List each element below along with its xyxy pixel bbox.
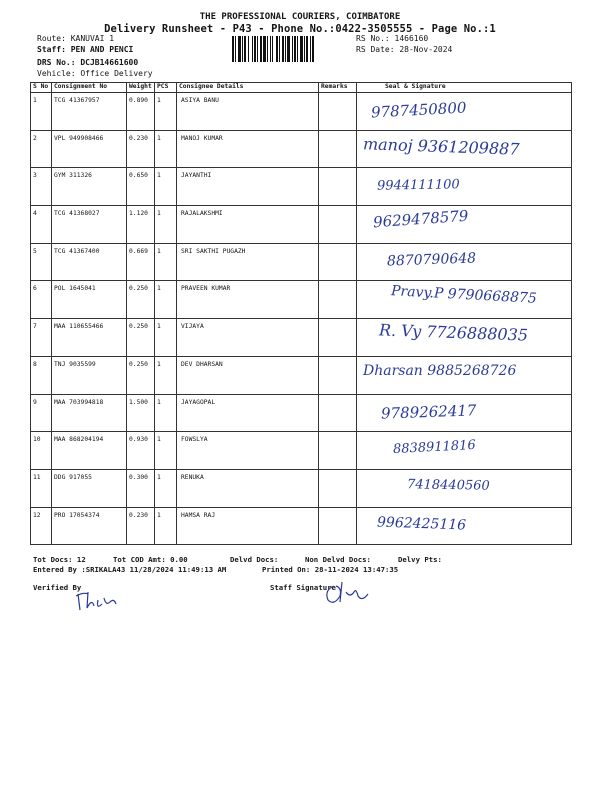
cell-pcs bbox=[155, 394, 177, 432]
cell-consignment-no bbox=[52, 356, 127, 394]
cell-pcs-text: 1 bbox=[157, 436, 161, 444]
cell-pcs bbox=[155, 243, 177, 281]
cell-consignee-name bbox=[177, 281, 319, 319]
cell-sno-text: 9 bbox=[33, 398, 37, 406]
cell-consignment-no bbox=[52, 469, 127, 507]
table-row bbox=[31, 93, 572, 131]
cell-consignment-no bbox=[52, 319, 127, 357]
cell-weight-text: 0.300 bbox=[129, 473, 148, 481]
cell-remarks bbox=[319, 281, 357, 319]
handwritten-signature: 9962425116 bbox=[376, 514, 467, 534]
cell-consignment-no-text: VPL 949908466 bbox=[54, 134, 104, 142]
col-header-sno: S No bbox=[31, 83, 52, 93]
cell-sno bbox=[31, 168, 52, 206]
vehicle-label: Vehicle: Office Delivery bbox=[37, 69, 153, 78]
cell-sno-text: 2 bbox=[33, 134, 37, 142]
cell-remarks bbox=[319, 168, 357, 206]
cell-signature bbox=[357, 130, 572, 168]
entered-by: Entered By :SRIKALA43 11/28/2024 11:49:13 AM bbox=[33, 565, 227, 574]
table-row bbox=[31, 243, 572, 281]
cell-consignee-name bbox=[177, 168, 319, 206]
cell-signature bbox=[357, 432, 572, 470]
company-name: THE PROFESSIONAL COURIERS, COIMBATORE bbox=[199, 12, 401, 22]
cell-sno bbox=[31, 130, 52, 168]
cell-sno bbox=[31, 319, 52, 357]
col-header-consignment: Consignment No bbox=[52, 83, 127, 93]
rs-date: RS Date: 28-Nov-2024 bbox=[356, 45, 453, 54]
document-title: Delivery Runsheet - P43 - Phone No.:0422-3505555 - Page No.:1 bbox=[104, 23, 496, 35]
cell-pcs bbox=[155, 130, 177, 168]
cell-signature bbox=[357, 243, 572, 281]
cell-pcs bbox=[155, 206, 177, 244]
cell-consignee-name-text: ASIYA BANU bbox=[181, 97, 219, 104]
total-cod-amount: Tot COD Amt: 0.00 bbox=[113, 555, 188, 564]
rs-number: RS No.: 1466160 bbox=[356, 34, 429, 43]
cell-sno bbox=[31, 243, 52, 281]
cell-pcs-text: 1 bbox=[157, 398, 161, 406]
verified-by-label: Verified By bbox=[33, 583, 82, 592]
handwritten-signature: R. Vy 7726888035 bbox=[378, 320, 529, 345]
barcode bbox=[232, 36, 350, 62]
cell-consignee-name bbox=[177, 319, 319, 357]
cell-consignment-no-text: TCG 41367400 bbox=[54, 247, 100, 255]
cell-weight bbox=[127, 394, 155, 432]
cell-pcs bbox=[155, 281, 177, 319]
cell-consignee-name-text: RENUKA bbox=[181, 473, 204, 481]
cell-weight bbox=[127, 507, 155, 545]
cell-weight-text: 0.650 bbox=[129, 172, 148, 180]
cell-consignee-name bbox=[177, 356, 319, 394]
cell-sno bbox=[31, 356, 52, 394]
cell-weight-text: 1.120 bbox=[129, 210, 148, 218]
cell-sno bbox=[31, 394, 52, 432]
cell-consignment-no bbox=[52, 130, 127, 168]
cell-weight-text: 0.250 bbox=[129, 360, 148, 368]
cell-remarks bbox=[319, 394, 357, 432]
delivery-points: Delvy Pts: bbox=[398, 555, 442, 564]
cell-pcs-text: 1 bbox=[157, 210, 161, 218]
cell-consignment-no-text: DDG 917055 bbox=[54, 473, 92, 481]
cell-sno bbox=[31, 507, 52, 545]
cell-signature bbox=[357, 507, 572, 545]
handwritten-signature: 9789262417 bbox=[380, 400, 477, 423]
table-row bbox=[31, 319, 572, 357]
cell-consignment-no bbox=[52, 394, 127, 432]
cell-sno bbox=[31, 469, 52, 507]
cell-remarks bbox=[319, 93, 357, 131]
cell-remarks bbox=[319, 507, 357, 545]
col-header-consignee: Consignee Details bbox=[177, 83, 319, 93]
table-row bbox=[31, 356, 572, 394]
cell-signature bbox=[357, 206, 572, 244]
cell-weight bbox=[127, 432, 155, 470]
cell-remarks bbox=[319, 206, 357, 244]
cell-remarks bbox=[319, 356, 357, 394]
cell-pcs bbox=[155, 168, 177, 206]
cell-signature bbox=[357, 281, 572, 319]
handwritten-signature: 9944111100 bbox=[376, 177, 460, 195]
total-docs: Tot Docs: 12 bbox=[33, 555, 86, 564]
handwritten-signature: 9787450800 bbox=[370, 98, 467, 122]
handwritten-signature: 8838911816 bbox=[392, 438, 477, 458]
cell-pcs-text: 1 bbox=[157, 473, 161, 481]
cell-weight bbox=[127, 168, 155, 206]
col-header-weight: Weight bbox=[127, 83, 155, 93]
cell-consignee-name-text: SRI SAKTHI PUGAZH bbox=[181, 247, 246, 255]
cell-consignment-no-text: TNJ 9035599 bbox=[54, 360, 96, 368]
cell-consignee-name-text: JAYAGOPAL bbox=[181, 398, 216, 406]
cell-sno-text: 4 bbox=[33, 210, 37, 218]
cell-consignment-no-text: TCG 41367957 bbox=[54, 97, 100, 104]
runsheet-table bbox=[30, 82, 572, 545]
staff-signature-scribble bbox=[320, 578, 376, 608]
cell-remarks bbox=[319, 432, 357, 470]
cell-consignment-no-text: MAA 110655466 bbox=[54, 323, 104, 331]
cell-consignment-no-text: MAA 703994818 bbox=[54, 398, 104, 406]
cell-signature bbox=[357, 319, 572, 357]
col-header-signature: Seal & Signature bbox=[357, 83, 572, 93]
cell-sno-text: 6 bbox=[33, 285, 37, 293]
staff-signature-label: Staff Signature bbox=[270, 583, 336, 592]
cell-consignee-name-text: MANOJ KUMAR bbox=[181, 134, 223, 142]
cell-weight-text: 0.250 bbox=[129, 285, 148, 293]
cell-weight-text: 0.890 bbox=[129, 97, 148, 104]
cell-consignee-name bbox=[177, 130, 319, 168]
cell-sno bbox=[31, 281, 52, 319]
cell-consignment-no-text: PRO 17054374 bbox=[54, 511, 100, 519]
cell-pcs-text: 1 bbox=[157, 323, 161, 331]
cell-weight bbox=[127, 281, 155, 319]
cell-consignee-name bbox=[177, 93, 319, 131]
cell-consignment-no-text: TCG 41368027 bbox=[54, 210, 100, 218]
delivered-docs: Delvd Docs: bbox=[230, 555, 279, 564]
cell-consignment-no bbox=[52, 206, 127, 244]
cell-weight bbox=[127, 93, 155, 131]
cell-consignment-no bbox=[52, 168, 127, 206]
table-row bbox=[31, 281, 572, 319]
table-row bbox=[31, 394, 572, 432]
cell-weight-text: 1.500 bbox=[129, 398, 148, 406]
cell-consignee-name bbox=[177, 206, 319, 244]
cell-consignee-name-text: JAYANTHI bbox=[181, 172, 212, 180]
cell-consignment-no bbox=[52, 432, 127, 470]
cell-consignee-name bbox=[177, 243, 319, 281]
cell-sno-text: 5 bbox=[33, 247, 37, 255]
verified-signature bbox=[74, 588, 124, 614]
cell-sno-text: 10 bbox=[33, 436, 41, 444]
cell-pcs bbox=[155, 356, 177, 394]
cell-sno-text: 7 bbox=[33, 323, 37, 331]
cell-consignee-name-text: PRAVEEN KUMAR bbox=[181, 285, 231, 293]
non-delivered-docs: Non Delvd Docs: bbox=[305, 555, 371, 564]
route-label: Route: KANUVAI 1 bbox=[37, 34, 115, 43]
table-row bbox=[31, 168, 572, 206]
cell-remarks bbox=[319, 243, 357, 281]
cell-sno bbox=[31, 432, 52, 470]
cell-pcs-text: 1 bbox=[157, 360, 161, 368]
handwritten-signature: manoj 9361209887 bbox=[362, 133, 520, 159]
table-row bbox=[31, 507, 572, 545]
cell-consignment-no-text: POL 1645041 bbox=[54, 285, 96, 293]
cell-remarks bbox=[319, 130, 357, 168]
cell-weight-text: 0.930 bbox=[129, 436, 148, 444]
cell-weight-text: 0.230 bbox=[129, 134, 148, 142]
cell-sno-text: 12 bbox=[33, 511, 41, 519]
cell-pcs bbox=[155, 432, 177, 470]
cell-sno-text: 3 bbox=[33, 172, 37, 180]
cell-consignment-no-text: GYM 311326 bbox=[54, 172, 92, 180]
cell-weight-text: 0.250 bbox=[129, 323, 148, 331]
table-header-row bbox=[31, 83, 572, 93]
table-row bbox=[31, 432, 572, 470]
handwritten-signature: 8870790648 bbox=[386, 250, 477, 270]
cell-signature bbox=[357, 356, 572, 394]
cell-signature bbox=[357, 394, 572, 432]
cell-sno-text: 8 bbox=[33, 360, 37, 368]
cell-sno bbox=[31, 206, 52, 244]
handwritten-signature: 7418440560 bbox=[406, 477, 490, 494]
cell-consignment-no bbox=[52, 243, 127, 281]
cell-pcs-text: 1 bbox=[157, 134, 161, 142]
cell-consignee-name-text: VIJAYA bbox=[181, 323, 204, 331]
cell-weight bbox=[127, 243, 155, 281]
cell-consignee-name bbox=[177, 394, 319, 432]
handwritten-signature: Dharsan 9885268726 bbox=[363, 362, 517, 379]
handwritten-signature: 9629478579 bbox=[372, 206, 469, 232]
cell-consignee-name-text: DEV DHARSAN bbox=[181, 360, 223, 368]
cell-consignee-name bbox=[177, 469, 319, 507]
cell-pcs bbox=[155, 507, 177, 545]
cell-consignment-no-text: MAA 868204194 bbox=[54, 436, 104, 444]
cell-consignee-name bbox=[177, 432, 319, 470]
cell-consignee-name-text: HAMSA RAJ bbox=[181, 511, 216, 519]
cell-consignee-name-text: RAJALAKSHMI bbox=[181, 210, 223, 218]
table-row bbox=[31, 206, 572, 244]
cell-signature bbox=[357, 469, 572, 507]
cell-remarks bbox=[319, 469, 357, 507]
cell-weight bbox=[127, 130, 155, 168]
staff-label: Staff: PEN AND PENCI bbox=[37, 45, 134, 54]
cell-signature bbox=[357, 93, 572, 131]
cell-pcs-text: 1 bbox=[157, 247, 161, 255]
cell-pcs-text: 1 bbox=[157, 172, 161, 180]
cell-consignment-no bbox=[52, 507, 127, 545]
cell-weight bbox=[127, 206, 155, 244]
cell-weight-text: 0.230 bbox=[129, 511, 148, 519]
cell-weight bbox=[127, 319, 155, 357]
handwritten-signature: Pravy.P 9790668875 bbox=[390, 283, 538, 308]
cell-consignment-no bbox=[52, 93, 127, 131]
cell-sno-text: 1 bbox=[33, 97, 37, 104]
cell-sno bbox=[31, 93, 52, 131]
cell-consignee-name-text: FOWSLYA bbox=[181, 436, 208, 444]
table-row bbox=[31, 130, 572, 168]
cell-sno-text: 11 bbox=[33, 473, 41, 481]
cell-pcs bbox=[155, 469, 177, 507]
cell-pcs-text: 1 bbox=[157, 511, 161, 519]
col-header-remarks: Remarks bbox=[319, 83, 357, 93]
cell-remarks bbox=[319, 319, 357, 357]
table-row bbox=[31, 469, 572, 507]
cell-weight bbox=[127, 469, 155, 507]
cell-pcs bbox=[155, 93, 177, 131]
cell-weight-text: 0.669 bbox=[129, 247, 148, 255]
cell-pcs-text: 1 bbox=[157, 285, 161, 293]
cell-signature bbox=[357, 168, 572, 206]
cell-consignee-name bbox=[177, 507, 319, 545]
cell-pcs-text: 1 bbox=[157, 97, 161, 104]
cell-pcs bbox=[155, 319, 177, 357]
col-header-pcs: PCS bbox=[155, 83, 177, 93]
cell-weight bbox=[127, 356, 155, 394]
printed-on: Printed On: 28-11-2024 13:47:35 bbox=[262, 565, 399, 574]
cell-consignment-no bbox=[52, 281, 127, 319]
drs-number: DRS No.: DCJB14661600 bbox=[37, 58, 139, 67]
